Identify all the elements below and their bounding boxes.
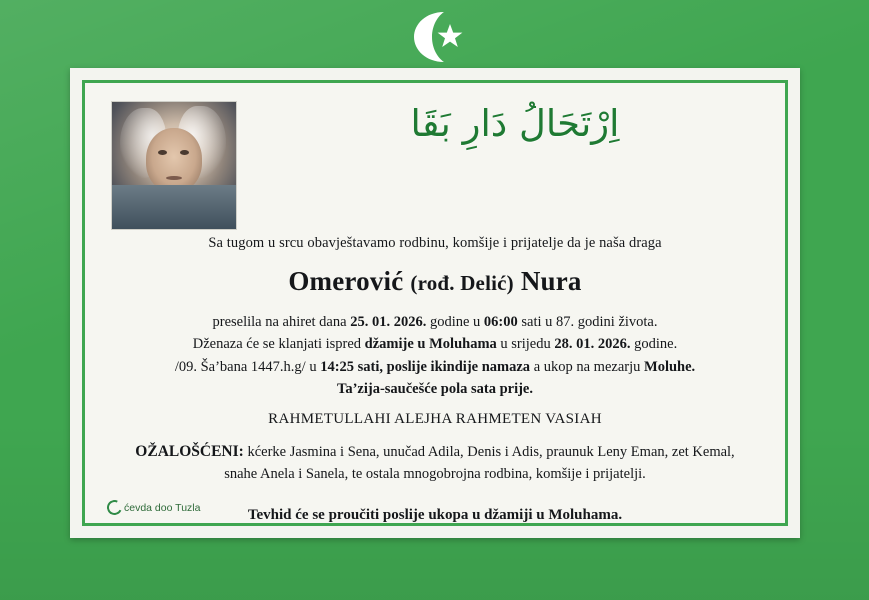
mourners-list: kćerke Jasmina i Sena, unučad Adila, Denis i Adis, praunuk Leny Eman, zet Kemal, snahe Anela i Sanela, te ostala mnogobrojna rodbina, komšije i prijatelji. [224, 443, 735, 482]
rahmet-line: RAHMETULLAHI ALEJHA RAHMETEN VASIAH [268, 410, 602, 427]
funeral-details [123, 311, 747, 401]
detail-text: godine u [426, 314, 484, 330]
detail-text: sati u 87. godini života. [517, 314, 658, 330]
detail-emphasis: Ta’zija-saučešće pola sata prije. [337, 381, 533, 398]
logo-icon [105, 498, 124, 517]
portrait-photo [111, 101, 237, 230]
deceased-name [99, 266, 771, 297]
deceased-given-name: Nura [520, 266, 582, 296]
detail-text: /09. Ša’bana 1447.h.g/ u [174, 358, 321, 375]
mourners [117, 440, 753, 486]
funeral-detail-line [123, 356, 747, 378]
deceased-maiden-name: (rođ. Delić) [410, 271, 514, 295]
notice-card-inner [82, 80, 788, 526]
arabic-calligraphy: اِرْتَحَالُ دَارِ بَقَا [410, 102, 620, 145]
notice-body [99, 235, 771, 524]
detail-text: u srijedu [496, 336, 555, 353]
detail-text: a ukop na mezarju [530, 358, 645, 375]
detail-emphasis: 14:25 sati, poslije ikindije namaza [320, 358, 531, 375]
notice-card [70, 68, 800, 538]
detail-text: Dženaza će se klanjati ispred [192, 336, 365, 353]
detail-emphasis: 25. 01. 2026. [350, 314, 427, 330]
funeral-detail-line [123, 378, 747, 400]
funeral-detail-line [123, 333, 747, 355]
mourners-label: OŽALOŠĆENI: [135, 442, 244, 460]
funeral-detail-line [123, 311, 747, 333]
printer-credit-text: ćevda doo Tuzla [124, 501, 201, 514]
detail-emphasis: 06:00 [483, 314, 518, 330]
printer-credit [107, 500, 200, 515]
crescent-star-icon [0, 6, 869, 68]
intro-text: Sa tugom u srcu obavještavamo rodbinu, komšije i prijatelje da je naša draga [208, 235, 662, 251]
tevhid-note: Tevhid će se proučiti poslije ukopa u džamiji u Moluhama. [247, 507, 623, 524]
detail-emphasis: Moluhe. [644, 358, 696, 375]
detail-emphasis: džamije u Moluhama [364, 336, 497, 353]
detail-text: godine. [630, 336, 678, 353]
detail-emphasis: 28. 01. 2026. [554, 336, 631, 353]
deceased-surname: Omerović [288, 266, 404, 296]
detail-text: preselila na ahiret dana [212, 314, 351, 330]
